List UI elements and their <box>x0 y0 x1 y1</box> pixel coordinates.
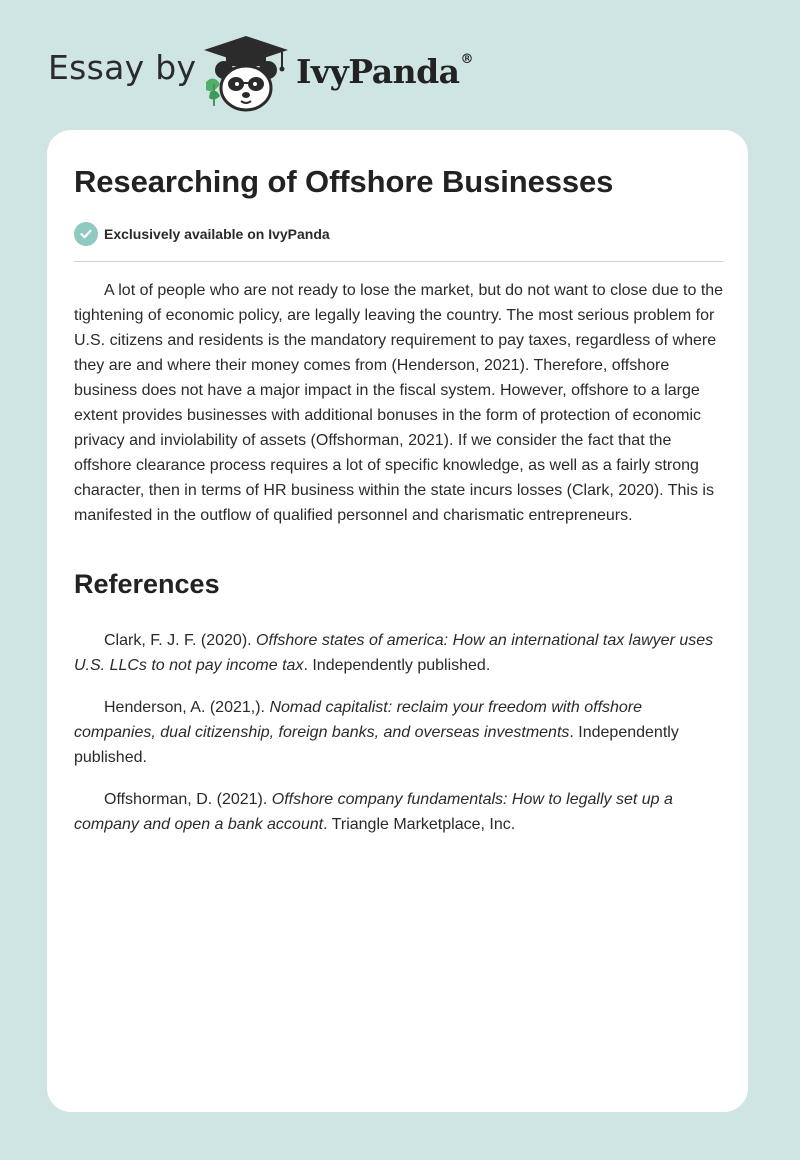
reference-tail: . Independently published. <box>303 657 491 674</box>
article-card <box>47 130 748 1112</box>
reference-title: Nomad capitalist: reclaim your freedom with offshore companies, dual citizenship, foreign banks, and overseas investments <box>74 699 643 741</box>
reference-lead: Offshorman, D. (2021). <box>104 791 272 808</box>
reference-item <box>74 628 726 678</box>
reference-title: Offshore states of america: How an international tax lawyer uses U.S. LLCs to not pay income tax <box>74 632 714 674</box>
reference-tail: . Triangle Marketplace, Inc. <box>323 816 516 833</box>
exclusive-badge <box>74 222 330 246</box>
registered-mark: ® <box>460 52 474 67</box>
reference-lead: Henderson, A. (2021,). <box>104 699 270 716</box>
reference-item <box>74 787 726 837</box>
divider <box>74 261 723 262</box>
references-heading: References <box>74 569 220 599</box>
brand-name[interactable] <box>296 52 473 91</box>
reference-item <box>74 695 726 770</box>
essay-by-label: Essay by <box>48 48 197 87</box>
reference-tail: . Independently published. <box>74 724 679 766</box>
article-paragraph: A lot of people who are not ready to lose the market, but do not want to close due to the tightening of economic policy, are legally leaving the country. The most serious problem for U.S. citizens and residents is the mandatory requirement to pay taxes, regardless of where they are and where their money comes from (Henderson, 2021). Therefore, offshore business does not have a major impact in the fiscal system. However, offshore to a large extent provides businesses with additional bonuses in the form of protection of economic privacy and inviolability of assets (Offshorman, 2021). If we consider the fact that the offshore clearance process requires a lot of specific knowledge, as well as a fairly strong character, then in terms of HR business within the state incurs losses (Clark, 2020). This is manifested in the outflow of qualified personnel and charismatic entrepreneurs. <box>74 282 724 524</box>
reference-title: Offshore company fundamentals: How to legally set up a company and open a bank account <box>74 791 673 833</box>
exclusive-label: Exclusively available on IvyPanda <box>104 226 330 242</box>
panda-logo-icon[interactable] <box>200 34 292 114</box>
reference-lead: Clark, F. J. F. (2020). <box>104 632 257 649</box>
site-header <box>0 0 800 120</box>
brand-text: IvyPanda <box>296 52 460 91</box>
check-icon <box>74 222 98 246</box>
page-title: Researching of Offshore Businesses <box>74 164 614 199</box>
